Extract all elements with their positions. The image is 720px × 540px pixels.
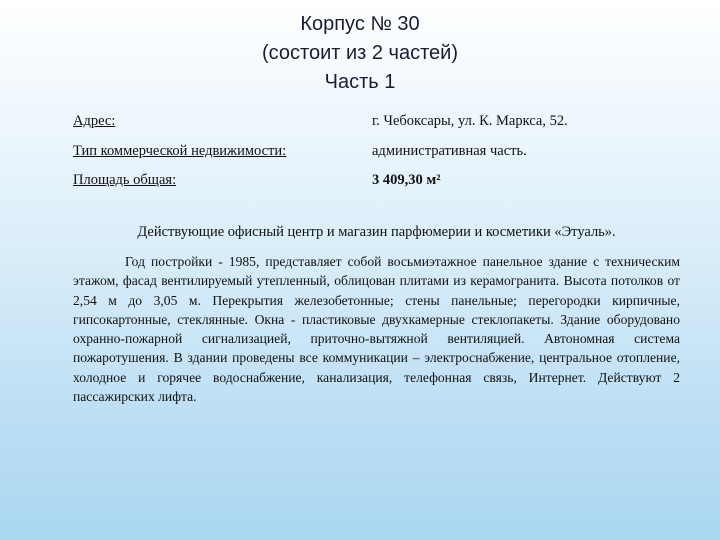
intro-text: Действующие офисный центр и магазин парфюмерии и косметики «Этуаль». — [137, 224, 616, 240]
area-value: 3 409,30 м² — [372, 172, 441, 188]
title-line-1: Корпус № 30 — [300, 13, 420, 35]
title-line-2: (состоит из 2 частей) — [262, 42, 458, 64]
address-value: г. Чебоксары, ул. К. Маркса, 52. — [372, 113, 568, 129]
property-type-label: Тип коммерческой недвижимости: — [73, 143, 287, 159]
area-label: Площадь общая: — [73, 172, 177, 188]
property-type-value: административная часть. — [372, 143, 527, 159]
description-paragraph: Год постройки - 1985, представляет собой восьмиэтажное панельное здание с техническим этажом, фасад вентилируемый утепленный, облицован плитами из керамогранита. Высота потолков от 2,54 м до 3,05 м. Перекрытия железобетонные; стены панельные; перегородки кирпичные, гипсокартонные, стеклянные. Окна - пластиковые двухкамерные стеклопакеты. Здание оборудовано охранно-пожарной сигнализацией, приточно-вытяжной вентиляцией. Автономная система пожаротушения. В здании проведены все коммуникации – электроснабжение, центральное отопление, холодное и горячее водоснабжение, канализация, телефонная связь, Интернет. Действуют 2 пассажирских лифта. — [73, 254, 680, 405]
title-line-3: Часть 1 — [324, 71, 396, 93]
page-title — [0, 10, 720, 97]
address-label: Адрес: — [73, 113, 116, 129]
